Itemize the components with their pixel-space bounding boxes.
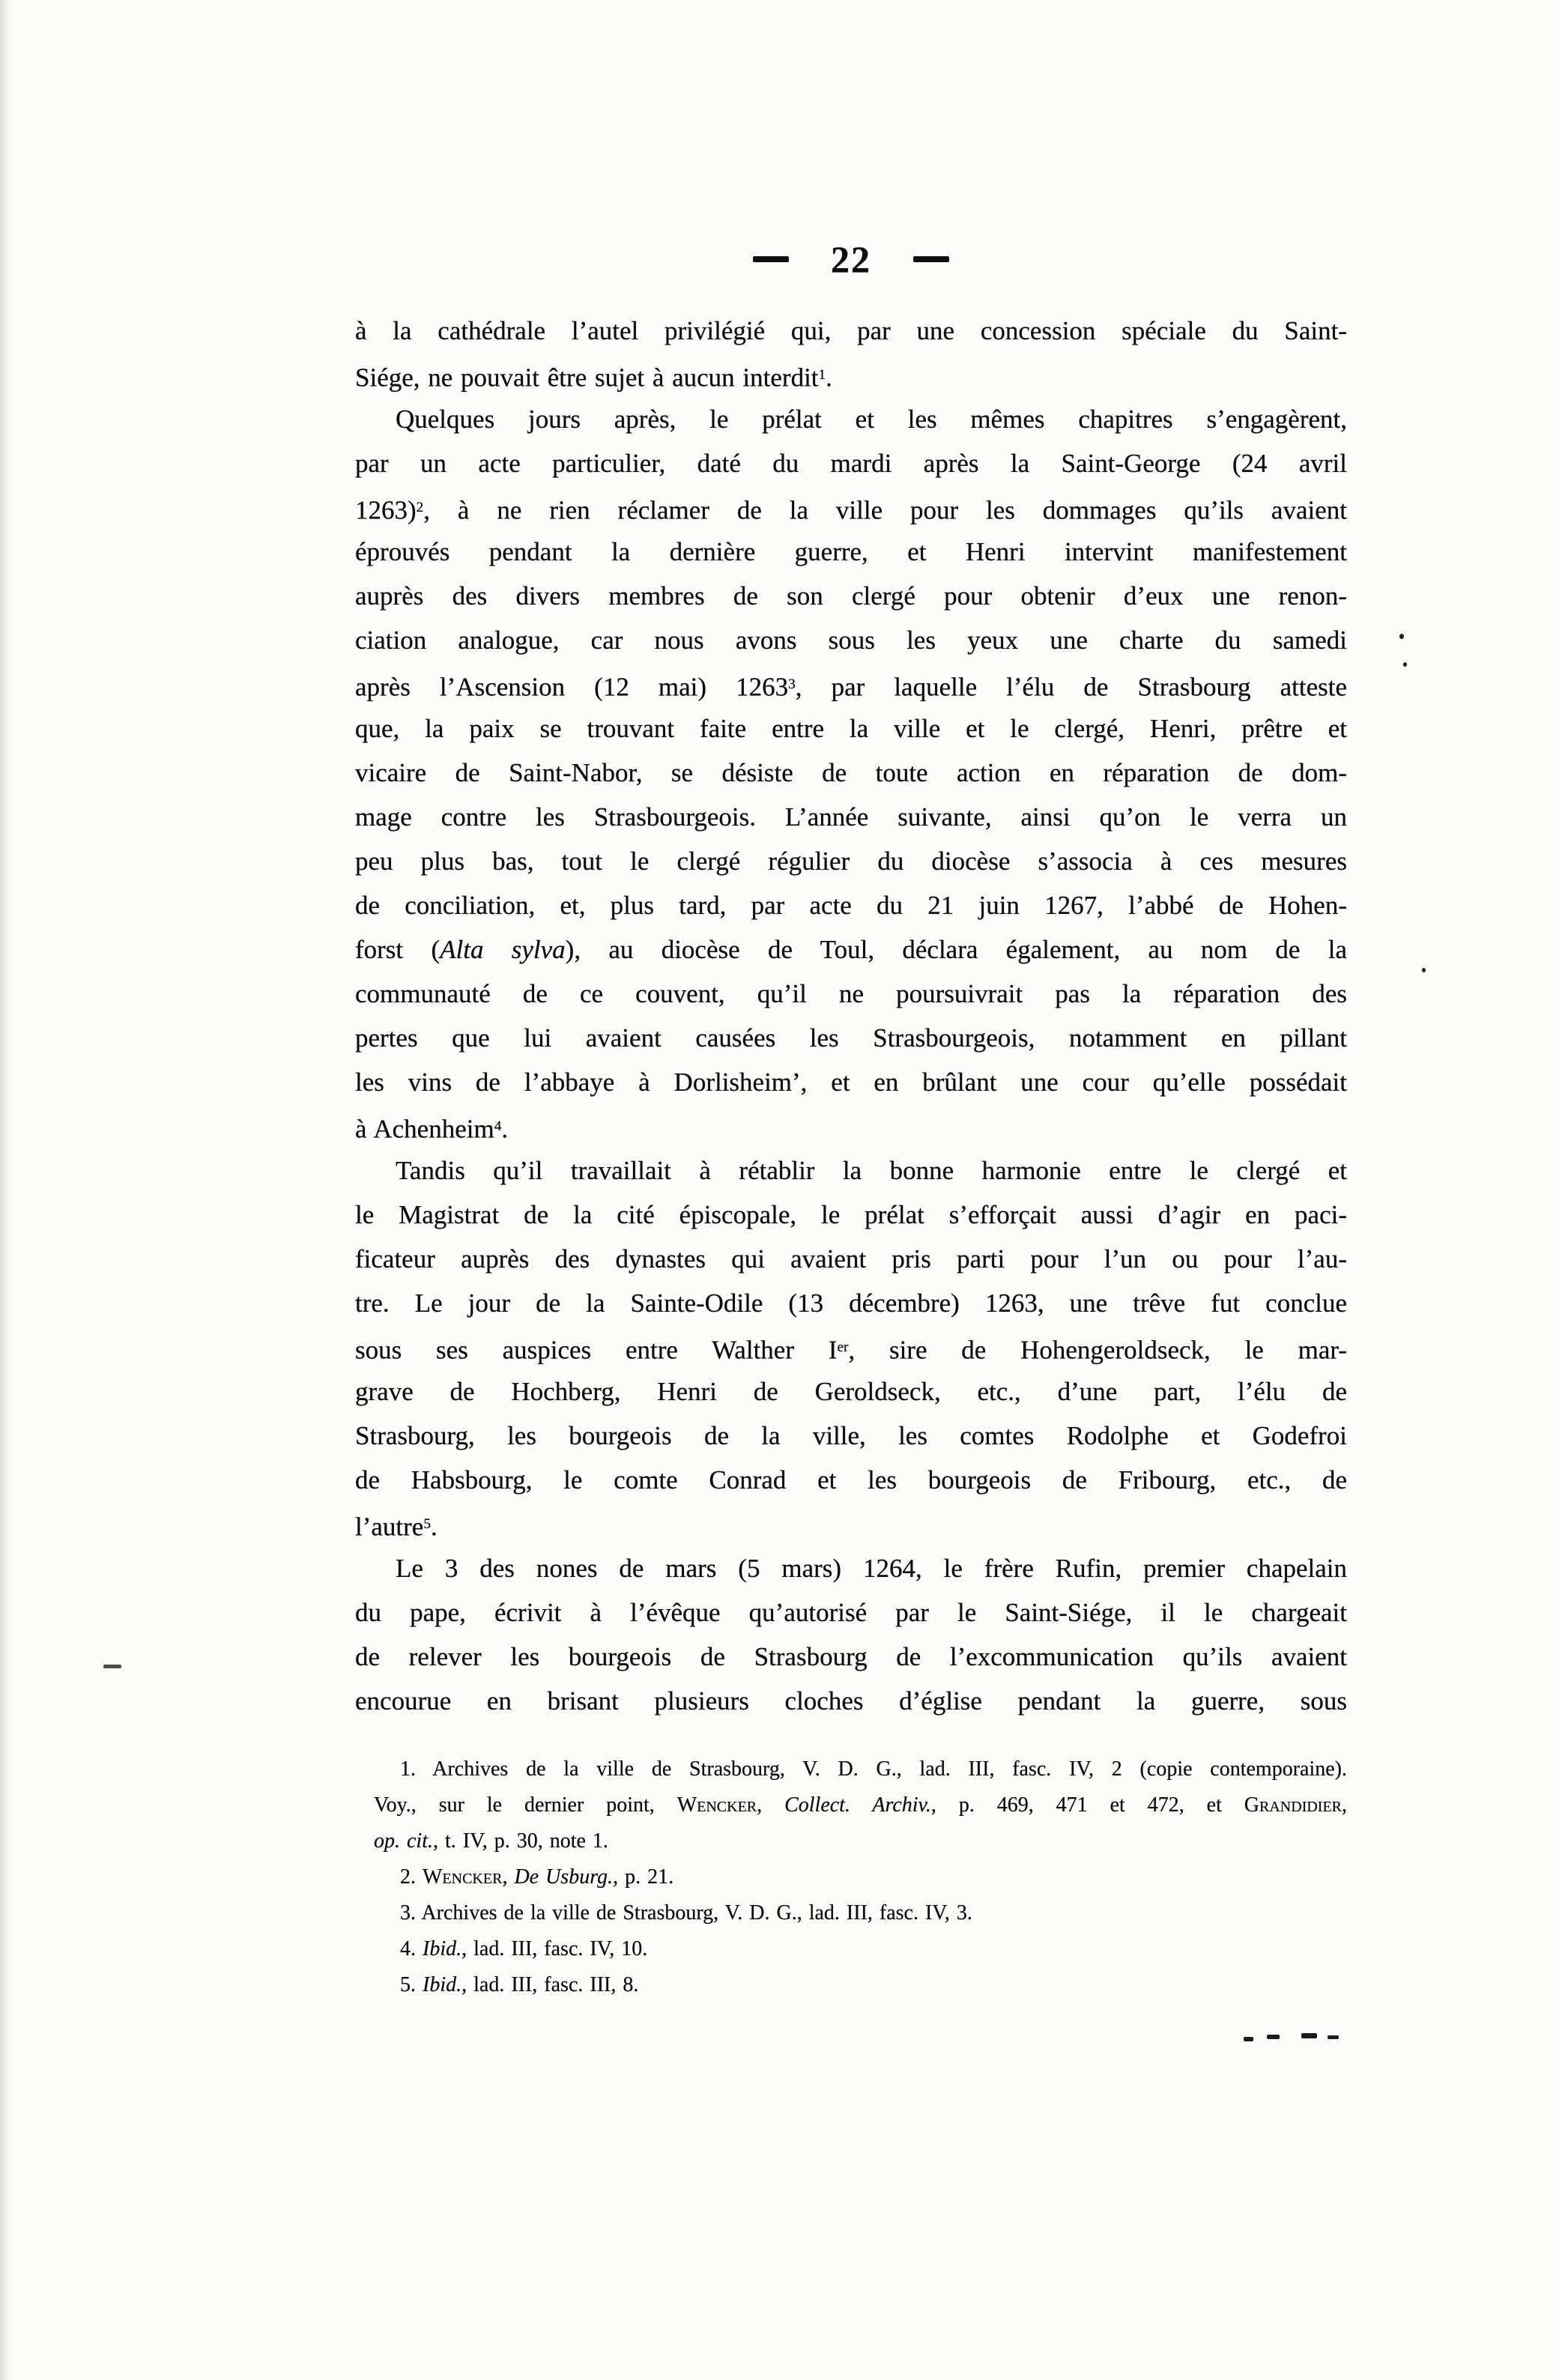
body-line: les vins de l’abbaye à Dorlisheim’, et en brûlant une cour qu’elle possédait bbox=[355, 1068, 1347, 1097]
scan-artifact bbox=[103, 1665, 121, 1668]
body-line: communauté de ce couvent, qu’il ne poursuivrait pas la réparation des bbox=[355, 979, 1347, 1008]
body-line: éprouvés pendant la dernière guerre, et Henri intervint manifestement bbox=[355, 537, 1347, 566]
body-line: forst (Alta sylva), au diocèse de Toul, déclara également, au nom de la bbox=[355, 935, 1347, 964]
body-line: de conciliation, et, plus tard, par acte du 21 juin 1267, l’abbé de Hohen- bbox=[355, 891, 1347, 920]
body-line: tre. Le jour de la Sainte-Odile (13 décembre) 1263, une trêve fut conclue bbox=[355, 1289, 1347, 1318]
footnote-line: 3. Archives de la ville de Strasbourg, V. D. G., lad. III, fasc. IV, 3. bbox=[400, 1901, 972, 1925]
body-line: de Habsbourg, le comte Conrad et les bourgeois de Fribourg, etc., de bbox=[355, 1465, 1347, 1495]
footnotes bbox=[374, 1751, 1347, 2003]
footnote-line: 2. Wencker, De Usburg., p. 21. bbox=[400, 1865, 674, 1889]
header-right-dash bbox=[913, 256, 949, 262]
running-head bbox=[355, 238, 1347, 280]
body-line: Le 3 des nones de mars (5 mars) 1264, le frère Rufin, premier chapelain bbox=[396, 1554, 1347, 1583]
body-text bbox=[355, 309, 1347, 1723]
body-line: l’autre$^5$. bbox=[355, 1512, 438, 1542]
body-line: par un acte particulier, daté du mardi après la Saint-George (24 avril bbox=[355, 449, 1347, 478]
body-line: ficateur auprès des dynastes qui avaient pris parti pour l’un ou pour l’au- bbox=[355, 1244, 1347, 1274]
scan-artifact bbox=[1328, 2035, 1339, 2039]
footnote-line: Voy., sur le dernier point, Wencker, Collect. Archiv., p. 469, 471 et 472, et Grandidier, bbox=[374, 1793, 1348, 1817]
body-line: mage contre les Strasbourgeois. L’année suivante, ainsi qu’on le verra un bbox=[355, 802, 1347, 832]
scan-edge-shadow bbox=[0, 0, 10, 2380]
body-line: de relever les bourgeois de Strasbourg de l’excommunication qu’ils avaient bbox=[355, 1642, 1347, 1671]
body-line: le Magistrat de la cité épiscopale, le prélat s’efforçait aussi d’agir en paci- bbox=[355, 1200, 1347, 1229]
scan-artifact bbox=[1403, 662, 1407, 667]
footnote-line: op. cit., t. IV, p. 30, note 1. bbox=[374, 1829, 608, 1853]
footnote-line: 1. Archives de la ville de Strasbourg, V. D. G., lad. III, fasc. IV, 2 (copie contemporaine). bbox=[400, 1757, 1347, 1781]
page-number: 22 bbox=[831, 238, 871, 280]
body-line: à la cathédrale l’autel privilégié qui, par une concession spéciale du Saint- bbox=[355, 316, 1347, 345]
footnote-line: 4. Ibid., lad. III, fasc. IV, 10. bbox=[400, 1937, 648, 1960]
body-line: sous ses auspices entre Walther Ier, sire de Hohengeroldseck, le mar- bbox=[355, 1335, 1347, 1365]
body-line: ciation analogue, car nous avons sous les yeux une charte du samedi bbox=[355, 626, 1347, 655]
scan-artifact bbox=[1399, 634, 1404, 639]
body-line: Quelques jours après, le prélat et les mêmes chapitres s’engagèrent, bbox=[396, 405, 1347, 434]
body-line: vicaire de Saint-Nabor, se désiste de toute action en réparation de dom- bbox=[355, 758, 1347, 787]
scan-artifact bbox=[1244, 2037, 1253, 2041]
scan-artifact bbox=[1301, 2033, 1317, 2038]
scan-artifact bbox=[1422, 968, 1426, 972]
body-line: du pape, écrivit à l’évêque qu’autorisé par le Saint-Siége, il le chargeait bbox=[355, 1598, 1347, 1627]
body-line: Strasbourg, les bourgeois de la ville, les comtes Rodolphe et Godefroi bbox=[355, 1421, 1347, 1450]
body-line: à Achenheim$^4$. bbox=[355, 1114, 509, 1144]
body-line: Siége, ne pouvait être sujet à aucun interdit$^1$. bbox=[355, 363, 832, 393]
footnote-line: 5. Ibid., lad. III, fasc. III, 8. bbox=[400, 1973, 639, 1996]
body-line: grave de Hochberg, Henri de Geroldseck, etc., d’une part, l’élu de bbox=[355, 1377, 1347, 1406]
body-line: encourue en brisant plusieurs cloches d’église pendant la guerre, sous bbox=[355, 1686, 1347, 1716]
body-line: auprès des divers membres de son clergé pour obtenir d’eux une renon- bbox=[355, 581, 1347, 611]
body-line: pertes que lui avaient causées les Strasbourgeois, notamment en pillant bbox=[355, 1023, 1347, 1053]
body-line: que, la paix se trouvant faite entre la ville et le clergé, Henri, prêtre et bbox=[355, 714, 1347, 743]
body-line: 1263)$^2$, à ne rien réclamer de la ville pour les dommages qu’ils avaient bbox=[355, 495, 1347, 525]
scan-artifact bbox=[1267, 2035, 1280, 2039]
body-line: Tandis qu’il travaillait à rétablir la bonne harmonie entre le clergé et bbox=[396, 1156, 1347, 1185]
body-line: peu plus bas, tout le clergé régulier du diocèse s’associa à ces mesures bbox=[355, 847, 1347, 876]
body-line: après l’Ascension (12 mai) 1263$^3$, par laquelle l’élu de Strasbourg atteste bbox=[355, 672, 1347, 702]
header-left-dash bbox=[753, 256, 789, 262]
